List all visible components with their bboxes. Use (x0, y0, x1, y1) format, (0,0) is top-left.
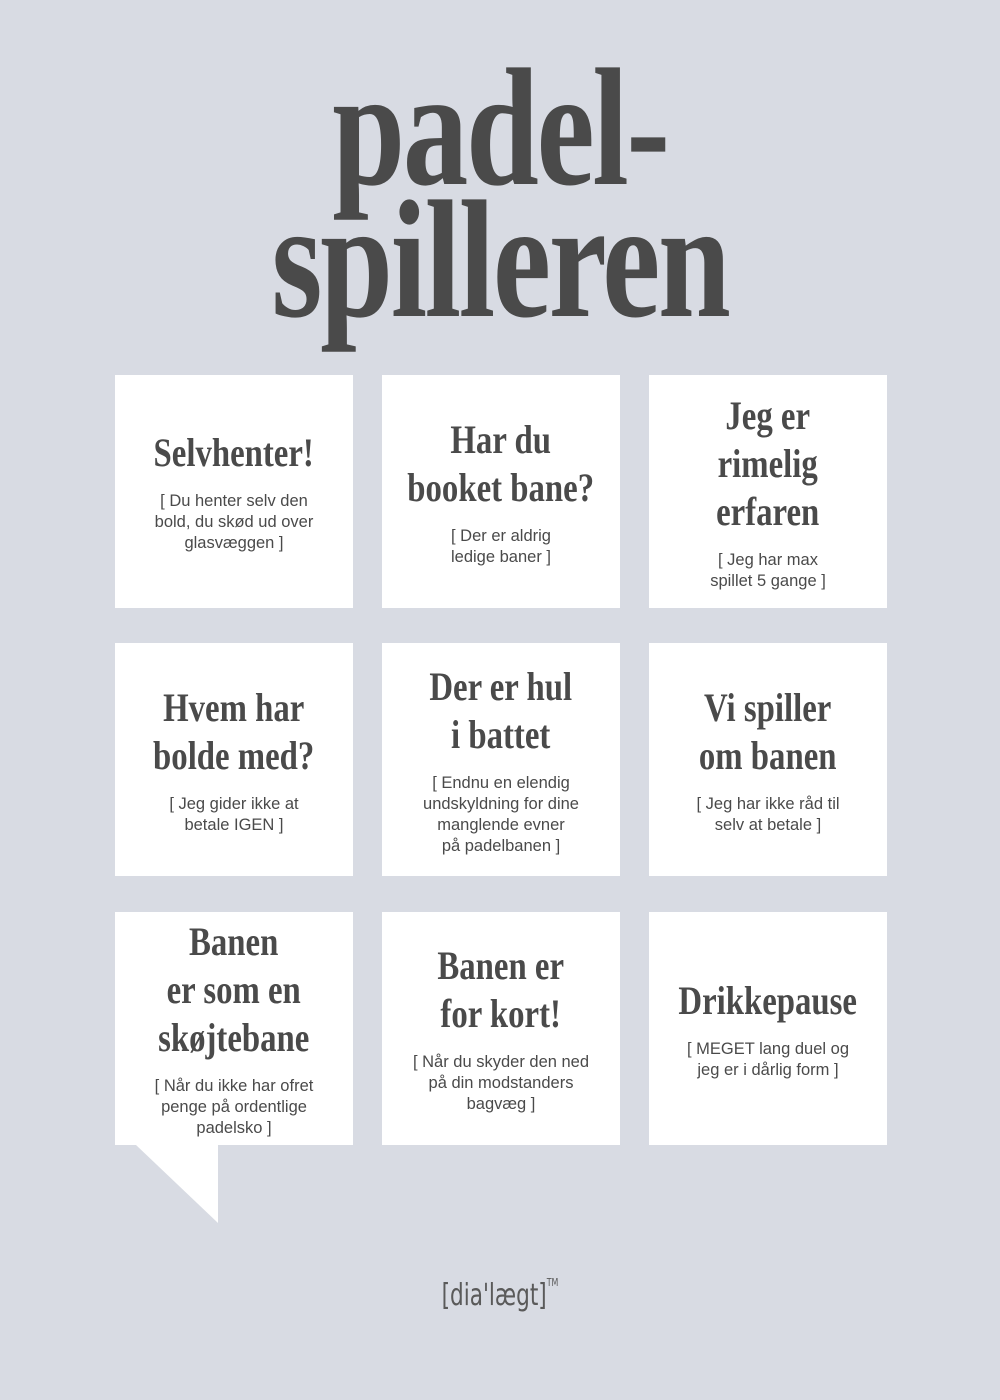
card-heading: Har du booket bane? (407, 416, 595, 510)
card-bolde-med (115, 643, 353, 876)
card-spiller-om-banen (649, 643, 887, 876)
speech-bubble-tail (136, 1145, 218, 1223)
card-subtext: [ Når du skyder den ned på din modstanders bagvæg ] (412, 1053, 590, 1113)
card-subtext: [ Du henter selv den bold, du skød ud over glasvæggen ] (154, 492, 314, 552)
card-heading: Selvhenter! (153, 430, 315, 475)
card-drikkepause (649, 912, 887, 1145)
card-subtext: [ Endnu en elendig undskyldning for dine manglende evner på padelbanen ] (423, 773, 579, 855)
title-line-2: spilleren (271, 167, 729, 353)
card-skojtebane (115, 912, 353, 1145)
card-subtext: [ Jeg har ikke råd til selv at betale ] (696, 794, 840, 834)
card-subtext: [ MEGET lang duel og jeg er i dårlig form ] (686, 1039, 850, 1079)
card-heading: Banen er som en skøjtebane (158, 919, 310, 1060)
brand-logo-text: [dia'lægt] (441, 1278, 547, 1313)
card-heading: Vi spiller om banen (699, 684, 837, 778)
card-heading: Jeg er rimelig erfaren (716, 392, 820, 534)
brand-logo (140, 1278, 860, 1313)
card-heading: Der er hul i battet (429, 663, 573, 757)
card-subtext: [ Jeg gider ikke at betale IGEN ] (169, 794, 299, 834)
card-subtext: [ Når du ikke har ofret penge på ordentlige padelsko ] (154, 1077, 314, 1137)
title-line-1: padel- (332, 35, 668, 221)
card-subtext: [ Jeg har max spillet 5 gange ] (710, 550, 826, 590)
card-heading: Drikkepause (678, 977, 858, 1023)
card-booket-bane (382, 375, 620, 608)
card-for-kort (382, 912, 620, 1145)
card-hul-i-battet (382, 643, 620, 876)
card-heading: Banen er for kort! (437, 943, 565, 1036)
card-selvhenter (115, 375, 353, 608)
card-subtext: [ Der er aldrig ledige baner ] (451, 526, 551, 566)
card-heading: Hvem har bolde med? (153, 684, 315, 778)
trademark-mark: TM (546, 1276, 559, 1289)
card-rimelig-erfaren (649, 375, 887, 608)
